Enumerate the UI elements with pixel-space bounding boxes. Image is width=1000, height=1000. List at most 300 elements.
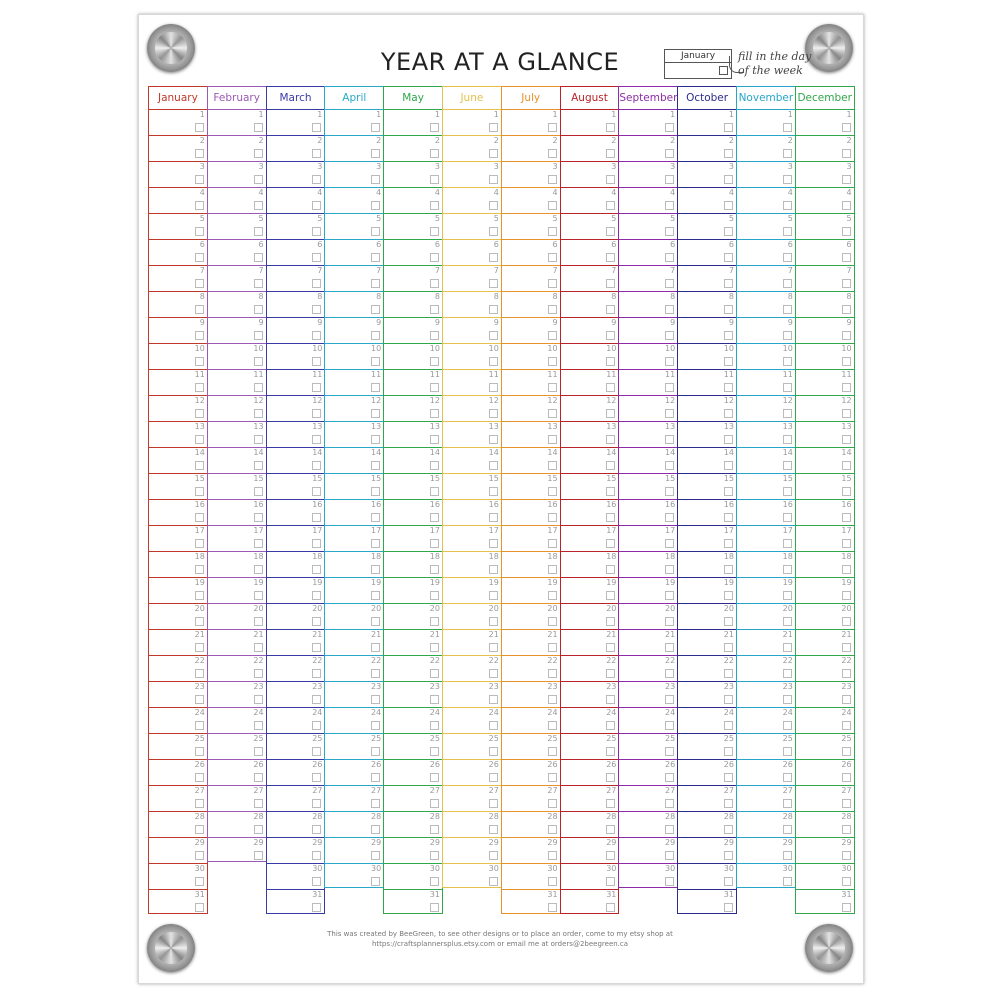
weekday-checkbox[interactable]	[783, 227, 792, 236]
weekday-checkbox[interactable]	[842, 825, 851, 834]
weekday-checkbox[interactable]	[254, 565, 263, 574]
day-cell[interactable]	[149, 733, 207, 759]
day-cell[interactable]	[678, 629, 736, 655]
weekday-checkbox[interactable]	[783, 539, 792, 548]
weekday-checkbox[interactable]	[430, 383, 439, 392]
day-cell[interactable]	[561, 759, 619, 785]
weekday-checkbox[interactable]	[371, 851, 380, 860]
day-cell[interactable]	[619, 395, 677, 421]
weekday-checkbox[interactable]	[371, 383, 380, 392]
day-cell[interactable]	[384, 837, 442, 863]
weekday-checkbox[interactable]	[254, 279, 263, 288]
weekday-checkbox[interactable]	[430, 643, 439, 652]
day-cell[interactable]	[149, 811, 207, 837]
day-cell[interactable]	[502, 291, 560, 317]
weekday-checkbox[interactable]	[783, 175, 792, 184]
weekday-checkbox[interactable]	[254, 461, 263, 470]
day-cell[interactable]	[267, 265, 325, 291]
day-cell[interactable]	[384, 811, 442, 837]
day-cell[interactable]	[149, 577, 207, 603]
day-cell[interactable]	[502, 681, 560, 707]
day-cell[interactable]	[678, 343, 736, 369]
weekday-checkbox[interactable]	[489, 123, 498, 132]
weekday-checkbox[interactable]	[606, 695, 615, 704]
weekday-checkbox[interactable]	[842, 383, 851, 392]
weekday-checkbox[interactable]	[312, 123, 321, 132]
day-cell[interactable]	[443, 447, 501, 473]
weekday-checkbox[interactable]	[254, 825, 263, 834]
day-cell[interactable]	[737, 291, 795, 317]
weekday-checkbox[interactable]	[254, 175, 263, 184]
day-cell[interactable]	[796, 863, 854, 889]
weekday-checkbox[interactable]	[606, 539, 615, 548]
day-cell[interactable]	[796, 369, 854, 395]
weekday-checkbox[interactable]	[842, 565, 851, 574]
day-cell[interactable]	[796, 109, 854, 135]
weekday-checkbox[interactable]	[665, 643, 674, 652]
weekday-checkbox[interactable]	[371, 357, 380, 366]
weekday-checkbox[interactable]	[371, 435, 380, 444]
weekday-checkbox[interactable]	[842, 877, 851, 886]
weekday-checkbox[interactable]	[371, 253, 380, 262]
day-cell[interactable]	[796, 213, 854, 239]
weekday-checkbox[interactable]	[548, 773, 557, 782]
day-cell[interactable]	[561, 889, 619, 915]
weekday-checkbox[interactable]	[312, 565, 321, 574]
day-cell[interactable]	[325, 135, 383, 161]
weekday-checkbox[interactable]	[430, 279, 439, 288]
day-cell[interactable]	[325, 629, 383, 655]
weekday-checkbox[interactable]	[489, 435, 498, 444]
day-cell[interactable]	[384, 525, 442, 551]
weekday-checkbox[interactable]	[842, 643, 851, 652]
weekday-checkbox[interactable]	[842, 253, 851, 262]
weekday-checkbox[interactable]	[430, 747, 439, 756]
weekday-checkbox[interactable]	[783, 799, 792, 808]
weekday-checkbox[interactable]	[430, 487, 439, 496]
weekday-checkbox[interactable]	[606, 513, 615, 522]
day-cell[interactable]	[208, 395, 266, 421]
weekday-checkbox[interactable]	[371, 461, 380, 470]
day-cell[interactable]	[561, 499, 619, 525]
weekday-checkbox[interactable]	[430, 877, 439, 886]
weekday-checkbox[interactable]	[195, 695, 204, 704]
day-cell[interactable]	[267, 811, 325, 837]
weekday-checkbox[interactable]	[312, 513, 321, 522]
weekday-checkbox[interactable]	[489, 565, 498, 574]
weekday-checkbox[interactable]	[489, 253, 498, 262]
day-cell[interactable]	[502, 187, 560, 213]
weekday-checkbox[interactable]	[724, 747, 733, 756]
weekday-checkbox[interactable]	[312, 773, 321, 782]
weekday-checkbox[interactable]	[548, 149, 557, 158]
day-cell[interactable]	[619, 499, 677, 525]
weekday-checkbox[interactable]	[195, 409, 204, 418]
weekday-checkbox[interactable]	[548, 513, 557, 522]
day-cell[interactable]	[619, 707, 677, 733]
weekday-checkbox[interactable]	[783, 825, 792, 834]
weekday-checkbox[interactable]	[606, 279, 615, 288]
weekday-checkbox[interactable]	[665, 149, 674, 158]
day-cell[interactable]	[149, 603, 207, 629]
day-cell[interactable]	[678, 447, 736, 473]
weekday-checkbox[interactable]	[371, 721, 380, 730]
weekday-checkbox[interactable]	[430, 175, 439, 184]
day-cell[interactable]	[267, 707, 325, 733]
weekday-checkbox[interactable]	[606, 201, 615, 210]
weekday-checkbox[interactable]	[606, 383, 615, 392]
day-cell[interactable]	[502, 759, 560, 785]
weekday-checkbox[interactable]	[606, 227, 615, 236]
day-cell[interactable]	[502, 239, 560, 265]
weekday-checkbox[interactable]	[195, 383, 204, 392]
weekday-checkbox[interactable]	[195, 357, 204, 366]
day-cell[interactable]	[325, 785, 383, 811]
day-cell[interactable]	[796, 447, 854, 473]
day-cell[interactable]	[208, 109, 266, 135]
day-cell[interactable]	[325, 837, 383, 863]
weekday-checkbox[interactable]	[606, 669, 615, 678]
day-cell[interactable]	[384, 499, 442, 525]
day-cell[interactable]	[619, 759, 677, 785]
day-cell[interactable]	[678, 889, 736, 915]
weekday-checkbox[interactable]	[724, 331, 733, 340]
weekday-checkbox[interactable]	[724, 877, 733, 886]
weekday-checkbox[interactable]	[489, 513, 498, 522]
weekday-checkbox[interactable]	[489, 201, 498, 210]
weekday-checkbox[interactable]	[312, 721, 321, 730]
day-cell[interactable]	[619, 551, 677, 577]
weekday-checkbox[interactable]	[548, 357, 557, 366]
weekday-checkbox[interactable]	[548, 435, 557, 444]
day-cell[interactable]	[561, 863, 619, 889]
day-cell[interactable]	[325, 421, 383, 447]
weekday-checkbox[interactable]	[195, 149, 204, 158]
day-cell[interactable]	[267, 421, 325, 447]
weekday-checkbox[interactable]	[195, 201, 204, 210]
weekday-checkbox[interactable]	[371, 799, 380, 808]
day-cell[interactable]	[619, 473, 677, 499]
weekday-checkbox[interactable]	[783, 149, 792, 158]
weekday-checkbox[interactable]	[254, 227, 263, 236]
day-cell[interactable]	[149, 109, 207, 135]
weekday-checkbox[interactable]	[195, 253, 204, 262]
weekday-checkbox[interactable]	[195, 721, 204, 730]
day-cell[interactable]	[149, 265, 207, 291]
day-cell[interactable]	[678, 655, 736, 681]
weekday-checkbox[interactable]	[312, 331, 321, 340]
weekday-checkbox[interactable]	[548, 331, 557, 340]
day-cell[interactable]	[443, 811, 501, 837]
day-cell[interactable]	[561, 681, 619, 707]
day-cell[interactable]	[561, 577, 619, 603]
day-cell[interactable]	[737, 161, 795, 187]
day-cell[interactable]	[619, 161, 677, 187]
day-cell[interactable]	[149, 343, 207, 369]
weekday-checkbox[interactable]	[724, 669, 733, 678]
day-cell[interactable]	[208, 733, 266, 759]
day-cell[interactable]	[384, 187, 442, 213]
weekday-checkbox[interactable]	[783, 513, 792, 522]
weekday-checkbox[interactable]	[430, 409, 439, 418]
weekday-checkbox[interactable]	[195, 851, 204, 860]
weekday-checkbox[interactable]	[371, 149, 380, 158]
weekday-checkbox[interactable]	[195, 747, 204, 756]
day-cell[interactable]	[384, 577, 442, 603]
day-cell[interactable]	[561, 187, 619, 213]
weekday-checkbox[interactable]	[665, 409, 674, 418]
weekday-checkbox[interactable]	[665, 331, 674, 340]
day-cell[interactable]	[561, 395, 619, 421]
day-cell[interactable]	[443, 577, 501, 603]
day-cell[interactable]	[384, 369, 442, 395]
weekday-checkbox[interactable]	[489, 877, 498, 886]
day-cell[interactable]	[384, 629, 442, 655]
day-cell[interactable]	[443, 395, 501, 421]
weekday-checkbox[interactable]	[665, 487, 674, 496]
weekday-checkbox[interactable]	[489, 305, 498, 314]
day-cell[interactable]	[325, 291, 383, 317]
weekday-checkbox[interactable]	[548, 747, 557, 756]
weekday-checkbox[interactable]	[312, 461, 321, 470]
weekday-checkbox[interactable]	[371, 539, 380, 548]
weekday-checkbox[interactable]	[842, 669, 851, 678]
weekday-checkbox[interactable]	[195, 877, 204, 886]
weekday-checkbox[interactable]	[489, 383, 498, 392]
day-cell[interactable]	[443, 369, 501, 395]
weekday-checkbox[interactable]	[254, 409, 263, 418]
day-cell[interactable]	[149, 317, 207, 343]
day-cell[interactable]	[678, 317, 736, 343]
day-cell[interactable]	[796, 811, 854, 837]
day-cell[interactable]	[443, 421, 501, 447]
weekday-checkbox[interactable]	[724, 513, 733, 522]
weekday-checkbox[interactable]	[548, 877, 557, 886]
day-cell[interactable]	[384, 655, 442, 681]
weekday-checkbox[interactable]	[842, 617, 851, 626]
day-cell[interactable]	[208, 187, 266, 213]
day-cell[interactable]	[325, 707, 383, 733]
weekday-checkbox[interactable]	[548, 617, 557, 626]
day-cell[interactable]	[384, 265, 442, 291]
weekday-checkbox[interactable]	[783, 695, 792, 704]
weekday-checkbox[interactable]	[312, 825, 321, 834]
weekday-checkbox[interactable]	[489, 721, 498, 730]
weekday-checkbox[interactable]	[195, 435, 204, 444]
day-cell[interactable]	[443, 681, 501, 707]
day-cell[interactable]	[619, 837, 677, 863]
day-cell[interactable]	[443, 161, 501, 187]
weekday-checkbox[interactable]	[665, 539, 674, 548]
weekday-checkbox[interactable]	[606, 903, 615, 912]
weekday-checkbox[interactable]	[665, 851, 674, 860]
weekday-checkbox[interactable]	[606, 747, 615, 756]
day-cell[interactable]	[267, 863, 325, 889]
day-cell[interactable]	[267, 187, 325, 213]
day-cell[interactable]	[149, 447, 207, 473]
weekday-checkbox[interactable]	[195, 773, 204, 782]
weekday-checkbox[interactable]	[665, 253, 674, 262]
weekday-checkbox[interactable]	[430, 201, 439, 210]
day-cell[interactable]	[561, 317, 619, 343]
day-cell[interactable]	[619, 577, 677, 603]
day-cell[interactable]	[208, 265, 266, 291]
weekday-checkbox[interactable]	[665, 435, 674, 444]
weekday-checkbox[interactable]	[783, 643, 792, 652]
day-cell[interactable]	[561, 603, 619, 629]
weekday-checkbox[interactable]	[430, 357, 439, 366]
day-cell[interactable]	[561, 785, 619, 811]
weekday-checkbox[interactable]	[548, 851, 557, 860]
weekday-checkbox[interactable]	[665, 305, 674, 314]
weekday-checkbox[interactable]	[606, 851, 615, 860]
weekday-checkbox[interactable]	[724, 175, 733, 184]
day-cell[interactable]	[561, 161, 619, 187]
day-cell[interactable]	[267, 837, 325, 863]
day-cell[interactable]	[384, 343, 442, 369]
weekday-checkbox[interactable]	[665, 357, 674, 366]
day-cell[interactable]	[796, 265, 854, 291]
weekday-checkbox[interactable]	[724, 383, 733, 392]
weekday-checkbox[interactable]	[724, 903, 733, 912]
day-cell[interactable]	[443, 759, 501, 785]
day-cell[interactable]	[325, 265, 383, 291]
weekday-checkbox[interactable]	[548, 123, 557, 132]
day-cell[interactable]	[678, 109, 736, 135]
day-cell[interactable]	[737, 343, 795, 369]
day-cell[interactable]	[325, 655, 383, 681]
weekday-checkbox[interactable]	[195, 643, 204, 652]
day-cell[interactable]	[619, 343, 677, 369]
weekday-checkbox[interactable]	[548, 227, 557, 236]
weekday-checkbox[interactable]	[783, 435, 792, 444]
weekday-checkbox[interactable]	[430, 669, 439, 678]
weekday-checkbox[interactable]	[195, 617, 204, 626]
day-cell[interactable]	[384, 109, 442, 135]
day-cell[interactable]	[678, 213, 736, 239]
day-cell[interactable]	[443, 863, 501, 889]
day-cell[interactable]	[737, 551, 795, 577]
weekday-checkbox[interactable]	[254, 331, 263, 340]
weekday-checkbox[interactable]	[842, 123, 851, 132]
day-cell[interactable]	[737, 681, 795, 707]
weekday-checkbox[interactable]	[312, 617, 321, 626]
weekday-checkbox[interactable]	[606, 721, 615, 730]
weekday-checkbox[interactable]	[842, 461, 851, 470]
day-cell[interactable]	[267, 473, 325, 499]
day-cell[interactable]	[384, 317, 442, 343]
weekday-checkbox[interactable]	[371, 695, 380, 704]
weekday-checkbox[interactable]	[665, 513, 674, 522]
weekday-checkbox[interactable]	[371, 877, 380, 886]
day-cell[interactable]	[737, 135, 795, 161]
day-cell[interactable]	[796, 655, 854, 681]
weekday-checkbox[interactable]	[842, 695, 851, 704]
day-cell[interactable]	[796, 135, 854, 161]
day-cell[interactable]	[149, 889, 207, 915]
weekday-checkbox[interactable]	[489, 487, 498, 496]
weekday-checkbox[interactable]	[254, 617, 263, 626]
day-cell[interactable]	[737, 421, 795, 447]
day-cell[interactable]	[208, 213, 266, 239]
day-cell[interactable]	[267, 135, 325, 161]
day-cell[interactable]	[796, 187, 854, 213]
day-cell[interactable]	[443, 733, 501, 759]
weekday-checkbox[interactable]	[842, 747, 851, 756]
day-cell[interactable]	[443, 525, 501, 551]
day-cell[interactable]	[149, 863, 207, 889]
weekday-checkbox[interactable]	[665, 695, 674, 704]
weekday-checkbox[interactable]	[665, 279, 674, 288]
weekday-checkbox[interactable]	[371, 669, 380, 678]
day-cell[interactable]	[384, 239, 442, 265]
weekday-checkbox[interactable]	[195, 227, 204, 236]
weekday-checkbox[interactable]	[665, 747, 674, 756]
day-cell[interactable]	[325, 759, 383, 785]
day-cell[interactable]	[737, 629, 795, 655]
weekday-checkbox[interactable]	[489, 331, 498, 340]
weekday-checkbox[interactable]	[724, 487, 733, 496]
day-cell[interactable]	[149, 707, 207, 733]
weekday-checkbox[interactable]	[842, 409, 851, 418]
weekday-checkbox[interactable]	[606, 617, 615, 626]
weekday-checkbox[interactable]	[254, 149, 263, 158]
weekday-checkbox[interactable]	[430, 123, 439, 132]
day-cell[interactable]	[384, 889, 442, 915]
weekday-checkbox[interactable]	[312, 175, 321, 184]
weekday-checkbox[interactable]	[606, 409, 615, 418]
weekday-checkbox[interactable]	[665, 383, 674, 392]
weekday-checkbox[interactable]	[665, 721, 674, 730]
weekday-checkbox[interactable]	[606, 877, 615, 886]
day-cell[interactable]	[678, 551, 736, 577]
weekday-checkbox[interactable]	[195, 331, 204, 340]
weekday-checkbox[interactable]	[783, 331, 792, 340]
weekday-checkbox[interactable]	[430, 695, 439, 704]
weekday-checkbox[interactable]	[489, 227, 498, 236]
day-cell[interactable]	[208, 135, 266, 161]
day-cell[interactable]	[502, 655, 560, 681]
day-cell[interactable]	[502, 603, 560, 629]
weekday-checkbox[interactable]	[842, 799, 851, 808]
day-cell[interactable]	[561, 473, 619, 499]
day-cell[interactable]	[796, 343, 854, 369]
day-cell[interactable]	[561, 291, 619, 317]
day-cell[interactable]	[619, 369, 677, 395]
day-cell[interactable]	[502, 577, 560, 603]
day-cell[interactable]	[619, 603, 677, 629]
weekday-checkbox[interactable]	[195, 305, 204, 314]
day-cell[interactable]	[149, 239, 207, 265]
weekday-checkbox[interactable]	[783, 877, 792, 886]
weekday-checkbox[interactable]	[371, 513, 380, 522]
day-cell[interactable]	[796, 707, 854, 733]
weekday-checkbox[interactable]	[665, 799, 674, 808]
weekday-checkbox[interactable]	[665, 877, 674, 886]
weekday-checkbox[interactable]	[312, 747, 321, 756]
weekday-checkbox[interactable]	[548, 903, 557, 912]
weekday-checkbox[interactable]	[430, 149, 439, 158]
weekday-checkbox[interactable]	[606, 435, 615, 444]
weekday-checkbox[interactable]	[371, 409, 380, 418]
day-cell[interactable]	[384, 161, 442, 187]
weekday-checkbox[interactable]	[195, 799, 204, 808]
day-cell[interactable]	[325, 369, 383, 395]
day-cell[interactable]	[561, 837, 619, 863]
weekday-checkbox[interactable]	[371, 643, 380, 652]
day-cell[interactable]	[149, 499, 207, 525]
weekday-checkbox[interactable]	[312, 799, 321, 808]
